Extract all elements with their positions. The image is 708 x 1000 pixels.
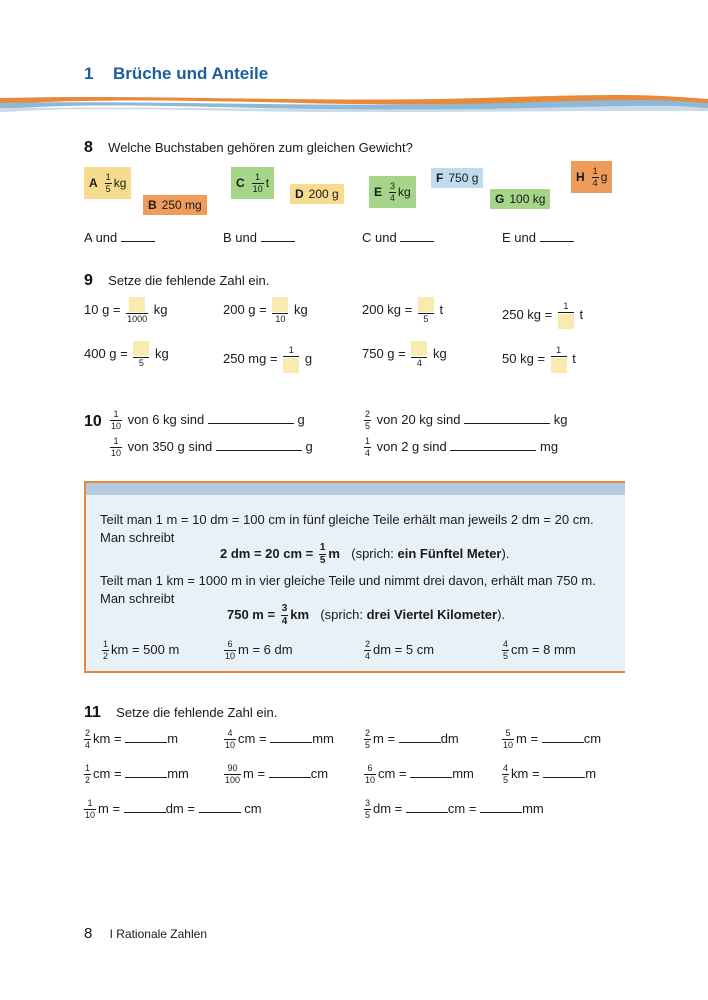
answer-e[interactable]: E und bbox=[502, 230, 574, 245]
info-paragraph-1: Teilt man 1 m = 10 dm = 100 cm in fünf gleiche Teile erhält man jeweils 2 dm = 20 cm. bbox=[100, 512, 594, 527]
answer-line[interactable] bbox=[208, 412, 294, 424]
task10-item-3: $\frac{1}{10}$ von 350 g sind g bbox=[111, 436, 313, 458]
weight-chip-b: B 250 mg bbox=[143, 195, 207, 215]
task11-row2-item-3: $\frac{6}{10}$ cm = mm bbox=[365, 763, 474, 785]
task11-row1-item-4: $\frac{5}{10}$ m = cm bbox=[503, 728, 602, 750]
answer-box[interactable] bbox=[129, 297, 145, 312]
answer-line[interactable] bbox=[410, 766, 452, 778]
task10-item-1: $\frac{1}{10}$ von 6 kg sind g bbox=[111, 409, 305, 431]
info-paragraph-2b: Man schreibt bbox=[100, 591, 175, 606]
answer-box[interactable] bbox=[558, 314, 574, 329]
weight-chip-a: A $\frac{1}{5}$ kg bbox=[84, 167, 131, 199]
task-number: 8 bbox=[84, 139, 93, 156]
chapter-number: 1 bbox=[84, 64, 94, 83]
info-formula-1: 2 dm = 20 cm = $\frac{1}{5}$ m (sprich: ein Fünftel Meter). bbox=[220, 542, 510, 566]
task-title: Setze die fehlende Zahl ein. bbox=[108, 273, 270, 288]
chapter-title: Brüche und Anteile bbox=[112, 64, 269, 83]
task9-item-5: 400 g = 5 kg bbox=[84, 341, 169, 368]
task9-item-8: 50 kg = 1 t bbox=[502, 346, 576, 373]
info-paragraph-1b: Man schreibt bbox=[100, 530, 175, 545]
task9-item-1: 10 g = 1000 kg bbox=[84, 297, 168, 324]
task10-item-4: $\frac{1}{4}$ von 2 g sind mg bbox=[365, 436, 559, 458]
answer-line[interactable] bbox=[542, 731, 584, 743]
task-title: Setze die fehlende Zahl ein. bbox=[116, 705, 278, 720]
task11-row3-item-1: $\frac{1}{10}$ m = dm = cm bbox=[85, 798, 262, 820]
task-number: 11 bbox=[84, 704, 101, 721]
task9-item-7: 750 g = 4 kg bbox=[362, 341, 447, 368]
task11-row2-item-4: $\frac{4}{5}$ km = m bbox=[503, 763, 597, 785]
answer-line[interactable] bbox=[480, 801, 522, 813]
answer-box[interactable] bbox=[133, 341, 149, 356]
section-label: I Rationale Zahlen bbox=[109, 927, 207, 941]
task11-row1-item-2: $\frac{4}{10}$ cm = mm bbox=[225, 728, 334, 750]
header-wave-decoration bbox=[0, 92, 708, 114]
answer-line[interactable] bbox=[543, 766, 585, 778]
info-paragraph-2: Teilt man 1 km = 1000 m in vier gleiche Teile und nimmt drei davon, erhält man 750 m. bbox=[100, 573, 596, 588]
weight-chip-d: D 200 g bbox=[290, 184, 344, 204]
answer-line[interactable] bbox=[270, 731, 312, 743]
task11-row2-item-2: $\frac{90}{100}$ m = cm bbox=[225, 763, 329, 785]
answer-box[interactable] bbox=[418, 297, 434, 312]
answer-line[interactable] bbox=[399, 731, 441, 743]
answer-line[interactable] bbox=[269, 766, 311, 778]
weight-chip-h: H $\frac{1}{4}$ g bbox=[571, 161, 612, 193]
task11-row1-item-1: $\frac{2}{4}$ km = m bbox=[85, 728, 179, 750]
answer-c[interactable]: C und bbox=[362, 230, 434, 245]
info-box-stripe bbox=[86, 483, 625, 495]
task-11-heading bbox=[84, 704, 277, 722]
info-example-1: $\frac{1}{2}$ km = 500 m bbox=[103, 639, 180, 661]
info-formula-2: 750 m = $\frac{3}{4}$ km (sprich: drei Viertel Kilometer). bbox=[227, 603, 506, 627]
task9-item-2: 200 g = 10 kg bbox=[223, 297, 308, 324]
task9-item-3: 200 kg = 5 t bbox=[362, 297, 443, 324]
answer-line[interactable] bbox=[406, 801, 448, 813]
task-8-heading bbox=[84, 139, 413, 157]
info-example-3: $\frac{2}{4}$ dm = 5 cm bbox=[365, 639, 435, 661]
task10-item-2: $\frac{2}{5}$ von 20 kg sind kg bbox=[365, 409, 568, 431]
answer-line[interactable] bbox=[124, 801, 166, 813]
answer-line[interactable] bbox=[199, 801, 241, 813]
task9-item-6: 250 mg = 1 g bbox=[223, 346, 312, 373]
task11-row2-item-1: $\frac{1}{2}$ cm = mm bbox=[85, 763, 189, 785]
answer-b[interactable]: B und bbox=[223, 230, 295, 245]
info-example-4: $\frac{4}{5}$ cm = 8 mm bbox=[503, 639, 576, 661]
task-title: Welche Buchstaben gehören zum gleichen Gewicht? bbox=[108, 140, 413, 155]
page-number: 8 bbox=[84, 925, 93, 942]
task9-item-4: 250 kg = 1 t bbox=[502, 302, 583, 329]
weight-chip-g: G 100 kg bbox=[490, 189, 550, 209]
answer-box[interactable] bbox=[551, 358, 567, 373]
task-10-number: 10 bbox=[84, 413, 102, 430]
answer-line[interactable] bbox=[125, 766, 167, 778]
answer-line[interactable] bbox=[216, 439, 302, 451]
weight-chip-e: E $\frac{3}{4}$ kg bbox=[369, 176, 416, 208]
task-number: 9 bbox=[84, 272, 93, 289]
answer-box[interactable] bbox=[411, 341, 427, 356]
answer-line[interactable] bbox=[450, 439, 536, 451]
weight-chip-c: C $\frac{1}{10}$ t bbox=[231, 167, 274, 199]
answer-box[interactable] bbox=[283, 358, 299, 373]
answer-a[interactable]: A und bbox=[84, 230, 155, 245]
chapter-heading bbox=[84, 64, 268, 84]
answer-line[interactable] bbox=[464, 412, 550, 424]
task11-row3-item-2: $\frac{3}{5}$ dm = cm = mm bbox=[365, 798, 544, 820]
info-example-2: $\frac{6}{10}$ m = 6 dm bbox=[225, 639, 293, 661]
weight-chip-f: F 750 g bbox=[431, 168, 483, 188]
answer-line[interactable] bbox=[125, 731, 167, 743]
answer-box[interactable] bbox=[272, 297, 288, 312]
page-footer bbox=[84, 925, 207, 942]
task11-row1-item-3: $\frac{2}{5}$ m = dm bbox=[365, 728, 459, 750]
task-9-heading bbox=[84, 272, 269, 290]
